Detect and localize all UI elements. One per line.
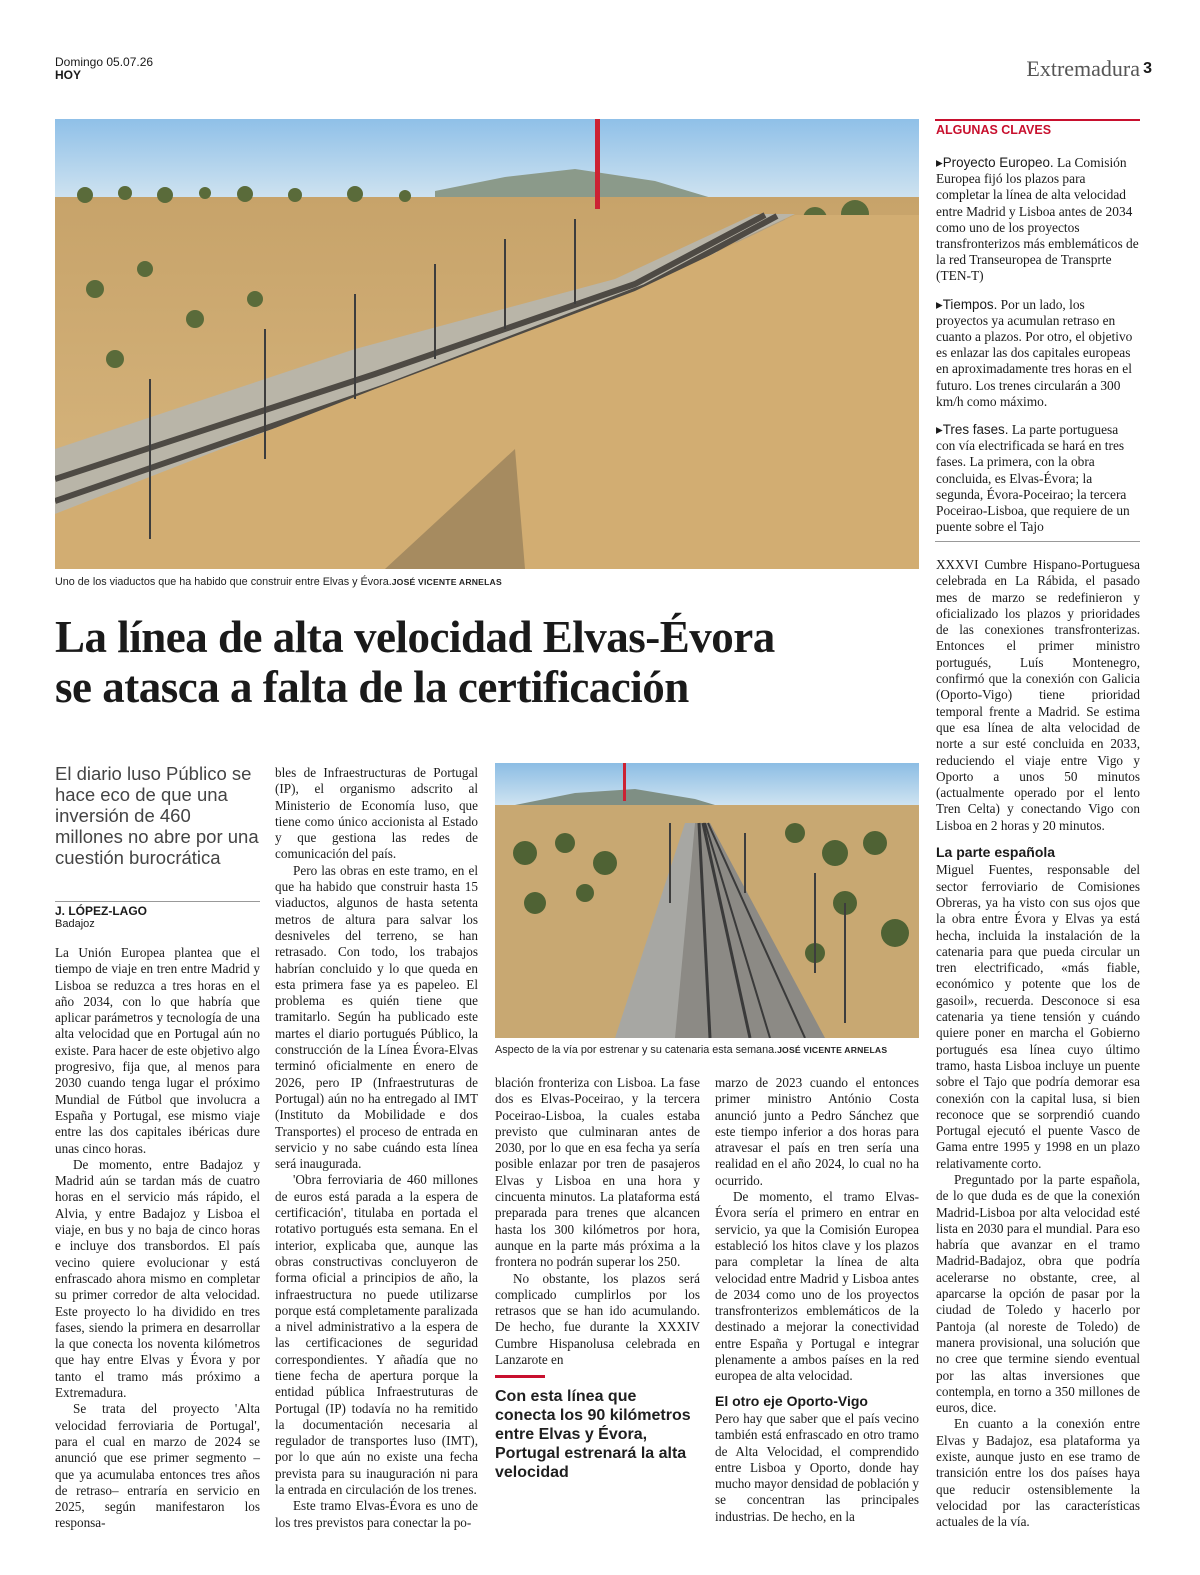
paragraph: marzo de 2023 cuando el entonces primer ministro António Costa anunció junto a Pedro Sánchez que este tiempo inferior a dos horas para atravesar el país en tren sería una realidad en el año 2024, lo cual no ha ocurrido. bbox=[715, 1075, 919, 1188]
paragraph: Preguntado por la parte española, de lo que duda es de que la conexión Madrid-Lisboa por alta velocidad esté lista en 2030 para el mundial. Para eso habría que avanzar en el tramo Madrid-Badajoz, obra que podría acelerarse no obstante, cree, al aparcarse la opción de pasar por la ciudad de Toledo y hacerlo por Pantoja (al noreste de Toledo) de manera provisional, una solución que no cree que termine siendo eventual por las altas inversiones que contempla, en torno a 350 millones de euros, dice. bbox=[936, 1171, 1140, 1416]
paper-name: HOY bbox=[55, 68, 82, 82]
paragraph: La Unión Europea plantea que el tiempo de viaje en tren entre Madrid y Lisboa se reduzca a tres horas en el año 2034, con lo que habría que aplicar parámetros y tecnología de una alta velocidad que en Portugal aún no existe. Para hacer de este objetivo algo progresivo, fija que, al menos para 2030 cuando tenga lugar el próximo Mundial de Fútbol que involucra a España y Portugal, ese mismo viaje entre las dos capitales ibéricas dure unas cinco horas. bbox=[55, 945, 260, 1156]
paragraph: Pero hay que saber que el país vecino también está enfrascado en otro tramo de Alta Velocidad, el comprendido entre Lisboa y Oporto, donde hay mucho mayor densidad de población y se concentran las principales industrias. De hecho, en la bbox=[715, 1410, 919, 1524]
article-column-3 bbox=[495, 1075, 700, 1368]
keys-box-bottom-rule bbox=[935, 541, 1140, 542]
paragraph: De momento, entre Badajoz y Madrid aún se tardan más de cuatro horas en el servicio más rápido, el Alvia, y entre Badajoz y Lisboa el viaje, en bus y no baja de cinco horas e incluye dos transbordos. El país vecino quiere evolucionar y está enfrascado ahora mismo en completar su primer corredor de alta velocidad. Este proyecto lo ha dividido en tres fases, siendo la primera en desarrollar la que conecta los noventa kilómetros que hay entre Elvas y Évora y por tanto el tramo más próximo a Extremadura. bbox=[55, 1156, 260, 1401]
key-item-tiempos: ▸Tiempos. Por un lado, los proyectos ya acumulan retraso en cuanto a plazos. Por otro, el objetivo es enlazar las dos capitales europeas en aproximadamente tres horas en el futuro. Los trenes circularán a 300 km/h como máximo. bbox=[936, 296, 1133, 409]
byline-place: Badajoz bbox=[55, 918, 95, 930]
article-column-2 bbox=[275, 765, 478, 1531]
byline bbox=[55, 901, 260, 930]
main-photo-credit: JOSÉ VICENTE ARNELAS bbox=[391, 577, 502, 587]
keys-box-rule bbox=[935, 119, 1140, 121]
paragraph: Se trata del proyecto 'Alta velocidad ferroviaria de Portugal', para el cual en marzo de 2024 se anunció que ese primer segmento –que ya acumulaba entonces tres años de retraso– entraría en servicio en 2025, según manifestaron los responsa- bbox=[55, 1401, 260, 1531]
main-photo-viaduct bbox=[55, 119, 919, 569]
key-bullet-icon: ▸ bbox=[936, 155, 943, 170]
main-photo-caption: Uno de los viaductos que ha habido que construir entre Elvas y Évora.JOSÉ VICENTE ARNELAS bbox=[55, 576, 502, 588]
byline-author: J. LÓPEZ-LAGO bbox=[55, 904, 148, 918]
key-bullet-icon: ▸ bbox=[936, 422, 943, 438]
key-bullet-icon: ▸ bbox=[936, 296, 943, 312]
paragraph: No obstante, los plazos será complicado cumplirlos por los retrasos que se han ido acumulando. De hecho, fue durante la XXXIV Cumbre Hispanolusa celebrada en Lanzarote en bbox=[495, 1270, 700, 1368]
page-number: 3 bbox=[1143, 60, 1152, 77]
section-name: Extremadura bbox=[1026, 56, 1140, 81]
second-photo-caption: Aspecto de la vía por estrenar y su catenaria esta semana.JOSÉ VICENTE ARNELAS bbox=[495, 1044, 888, 1056]
paragraph: blación fronteriza con Lisboa. La fase dos es Elvas-Poceirao, y la tercera Poceirao-Lisboa, la cuales estaba previsto que culminaran antes de 2030, por lo que en esa fecha ya sería posible enlazar por tren de pasajeros Elvas y Lisboa en una hora y cincuenta minutos. La plataforma está preparada para trenes que alcancen hasta los 300 kilómetros por hora, aunque en la parte más próxima a la frontera no podrán superar los 250. bbox=[495, 1075, 700, 1270]
paragraph: En cuanto a la conexión entre Elvas y Badajoz, esa plataforma ya existe, aunque justo en ese tramo de transición entre los dos países haya que reducir ostensiblemente la velocidad por las características actuales de la vía. bbox=[936, 1416, 1140, 1530]
paragraph: De momento, el tramo Elvas-Évora sería el primero en entrar en servicio, ya que la Comisión Europea estableció los hitos clave y los plazos para completar la línea de alta velocidad entre Madrid y Lisboa antes de 2034 como uno de los proyectos transfronterizos emblemáticos de la destinado a mejorar la conectividad entre España y Portugal e integrar plenamente a ambos países en la red europea de alta velocidad. bbox=[715, 1189, 919, 1384]
paragraph: XXXVI Cumbre Hispano-Portuguesa celebrada en La Rábida, el pasado mes de marzo se redefinieron y oficializado los plazos y prioridades de las conexiones transfronterizas. Entonces el primer ministro portugués, Luís Montenegro, confirmó que la conexión con Galicia (Oporto-Vigo) tiene prioridad temporal frente a Madrid. Se estima que esa línea de alta velocidad de norte a sur esté concluida en 2033, reduciendo el viaje entre Vigo y Oporto a unos 50 minutos (actualmente operado por el lento Tren Celta) y conectando Vigo con Lisboa en 2 horas y 20 minutos. bbox=[936, 557, 1140, 833]
page-date: Domingo 05.07.26 HOY bbox=[55, 55, 154, 82]
subtitle: El diario luso Público se hace eco de que una inversión de 460 millones no abre por una cuestión burocrática bbox=[55, 763, 259, 868]
article-column-4 bbox=[715, 1075, 919, 1525]
article-column-1 bbox=[55, 945, 260, 1532]
headline: La línea de alta velocidad Elvas-Évora se atasca a falta de la certificación bbox=[55, 612, 775, 712]
article-column-5 bbox=[936, 557, 1140, 1531]
second-photo-credit: JOSÉ VICENTE ARNELAS bbox=[777, 1045, 888, 1055]
keys-box-title: ALGUNAS CLAVES bbox=[936, 123, 1052, 137]
pullquote-rule bbox=[495, 1375, 545, 1378]
keys-box bbox=[936, 155, 1140, 547]
paragraph: Este tramo Elvas-Évora es uno de los tres previstos para conectar la po- bbox=[275, 1498, 478, 1530]
paragraph: Pero las obras en este tramo, en el que ha habido que construir hasta 15 viaductos, algunos de hasta setenta metros de altura para salvar los desniveles del terreno, se han retrasado. Con todo, los trabajos habrían concluido y lo que queda en esta primera fase ya es papeleo. El problema es quién tiene que tramitarlo. Según ha publicado este martes el diario portugués Público, la construcción de la Línea Évora-Elvas terminó oficialmente en enero de 2026, pero IP (Infraestruturas de Portugal) aún no ha entregado al IMT (Instituto da Mobilidade e dos Transportes) el proceso de entrada en servicio y no sabe cuándo esta línea será inaugurada. bbox=[275, 862, 478, 1172]
key-item-tres-fases: ▸Tres fases. La parte portuguesa con vía electrificada se hará en tres fases. La primera, con la obra concluida, es Elvas-Évora; la segunda, Évora-Poceirao; la tercera Poceirao-Lisboa, que requiere de un puente sobre el Tajo bbox=[936, 422, 1130, 535]
paragraph: Miguel Fuentes, responsable del sector ferroviario de Comisiones Obreras, ya ha visto con sus ojos que la obra entre Évora y Elvas ya está hecha, incluida la instalación de la catenaria para que pueda circular un tren electrificado, «más fiable, económico y potente que los de gasoil», recuerda. Desconoce si esa catenaria ya tiene tensión y cuándo quiere poner en marcha el Gobierno portugués esa línea cuyo último tramo, hasta Lisboa incluye un puente sobre el Tajo que podría demorar esa conexión con la capital lusa, si bien reconoce que se sorprendió cuando Portugal ejecutó el puente Vasco de Gama entre 1995 y 1998 en un plazo relativamente corto. bbox=[936, 862, 1140, 1171]
paragraph: 'Obra ferroviaria de 460 millones de euros está parada a la espera de certificación', titulaba en portada el rotativo portugués esta semana. En el interior, explicaba que, aunque las obras constructivas concluyeron de forma oficial a principios de año, la infraestructura no puede utilizarse porque está completamente paralizada a nivel administrativo a la espera de las certificaciones de seguridad correspondientes. Y añadía que no tiene fecha de apertura porque la entidad pública Infraestruturas de Portugal (IP) todavía no ha remitido la documentación necesaria al regulador de transportes luso (IMT), por lo que aún no existe una fecha prevista para su inauguración ni para la entrada en circulación de los trenes. bbox=[275, 1172, 478, 1498]
second-photo-track bbox=[495, 763, 919, 1038]
key-item-proyecto-europeo: ▸Proyecto Europeo. La Comisión Europea fijó los plazos para completar la línea de alta velocidad entre Madrid y Lisboa antes de 2034 como uno de los proyectos transfronterizos más emblemáticos de la red Transeuropea de Transprte (TEN-T) bbox=[936, 155, 1139, 284]
subhead-parte-espanola: La parte española bbox=[936, 844, 1056, 861]
pullquote: Con esta línea que conecta los 90 kilómetros entre Elvas y Évora, Portugal estrenará la alta velocidad bbox=[495, 1388, 691, 1481]
paragraph: bles de Infraestructuras de Portugal (IP), el organismo adscrito al Ministerio de Economía luso, que tiene como único accionista al Estado y que gestiona las redes de comunicación del país. bbox=[275, 765, 478, 862]
subhead-oporto-vigo: El otro eje Oporto-Vigo bbox=[715, 1392, 868, 1409]
